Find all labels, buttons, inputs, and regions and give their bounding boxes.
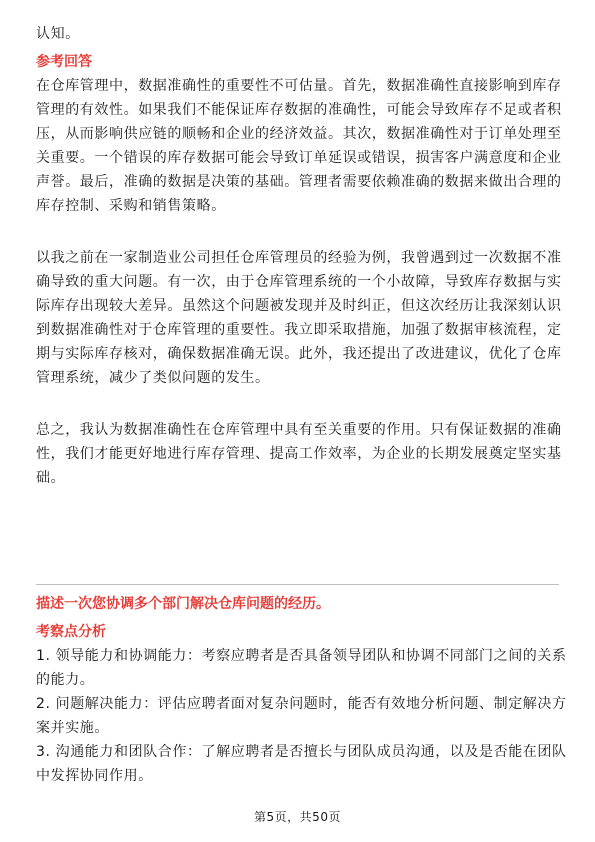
paragraph-line: 关重要。一个错误的库存数据可能会导致订单延误或错误，损害客户满意度和企业 — [36, 150, 562, 166]
paragraph-line: 础。 — [36, 470, 66, 486]
paragraph-line: 总之，我认为数据准确性在仓库管理中具有至关重要的作用。只有保证数据的准确 — [36, 422, 562, 438]
paragraph-line: 在仓库管理中，数据准确性的重要性不可估量。首先，数据准确性直接影响到库存 — [36, 78, 562, 94]
paragraph-line: 以我之前在一家制造业公司担任仓库管理员的经验为例，我曾遇到过一次数据不准 — [36, 250, 562, 266]
answer-heading: 参考回答 — [36, 54, 92, 70]
analysis-heading: 考察点分析 — [36, 624, 106, 640]
analysis-line: 2. 问题解决能力：评估应聘者面对复杂问题时，能否有效地分析问题、制定解决方 — [36, 696, 567, 712]
paragraph-line: 确导致的重大问题。有一次，由于仓库管理系统的一个小故障，导致库存数据与实 — [36, 274, 562, 290]
answer-paragraph-1 — [36, 74, 562, 218]
paragraph-line: 声誉。最后，准确的数据是决策的基础。管理者需要依赖准确的数据来做出合理的 — [36, 174, 562, 190]
document-body — [36, 22, 562, 490]
analysis-line: 1. 领导能力和协调能力：考察应聘者是否具备领导团队和协调不同部门之间的关系 — [36, 648, 567, 664]
paragraph-line: 到数据准确性对于仓库管理的重要性。我立即采取措施，加强了数据审核流程，定 — [36, 322, 562, 338]
page-number: 第5页，共50页 — [254, 810, 341, 824]
paragraph-line: 库存控制、采购和销售策略。 — [36, 198, 226, 214]
analysis-line: 案并实施。 — [36, 720, 109, 736]
continuation-line: 认知。 — [36, 26, 80, 42]
paragraph-line: 性，我们才能更好地进行库存管理、提高工作效率，为企业的长期发展奠定坚实基 — [36, 446, 562, 462]
answer-paragraph-3 — [36, 418, 562, 490]
section-divider — [36, 584, 559, 585]
paragraph-line: 管理的有效性。如果我们不能保证库存数据的准确性，可能会导致库存不足或者积 — [36, 102, 562, 118]
paragraph-line: 期与实际库存核对，确保数据准确无误。此外，我还提出了改进建议，优化了仓库 — [36, 346, 562, 362]
answer-paragraph-2 — [36, 246, 562, 390]
question-section — [36, 592, 567, 788]
analysis-line: 的能力。 — [36, 672, 95, 688]
paragraph-line: 际库存出现较大差异。虽然这个问题被发现并及时纠正，但这次经历让我深刻认识 — [36, 298, 562, 314]
paragraph-line: 压，从而影响供应链的顺畅和企业的经济效益。其次，数据准确性对于订单处理至 — [36, 126, 562, 142]
analysis-line: 3. 沟通能力和团队合作：了解应聘者是否擅长与团队成员沟通，以及是否能在团队 — [36, 744, 567, 760]
analysis-item — [36, 692, 567, 740]
analysis-line: 中发挥协同作用。 — [36, 768, 153, 784]
paragraph-line: 管理系统，减少了类似问题的发生。 — [36, 370, 270, 386]
analysis-list — [36, 644, 567, 788]
analysis-item — [36, 644, 567, 692]
analysis-item — [36, 740, 567, 788]
question-title: 描述一次您协调多个部门解决仓库问题的经历。 — [36, 596, 330, 612]
